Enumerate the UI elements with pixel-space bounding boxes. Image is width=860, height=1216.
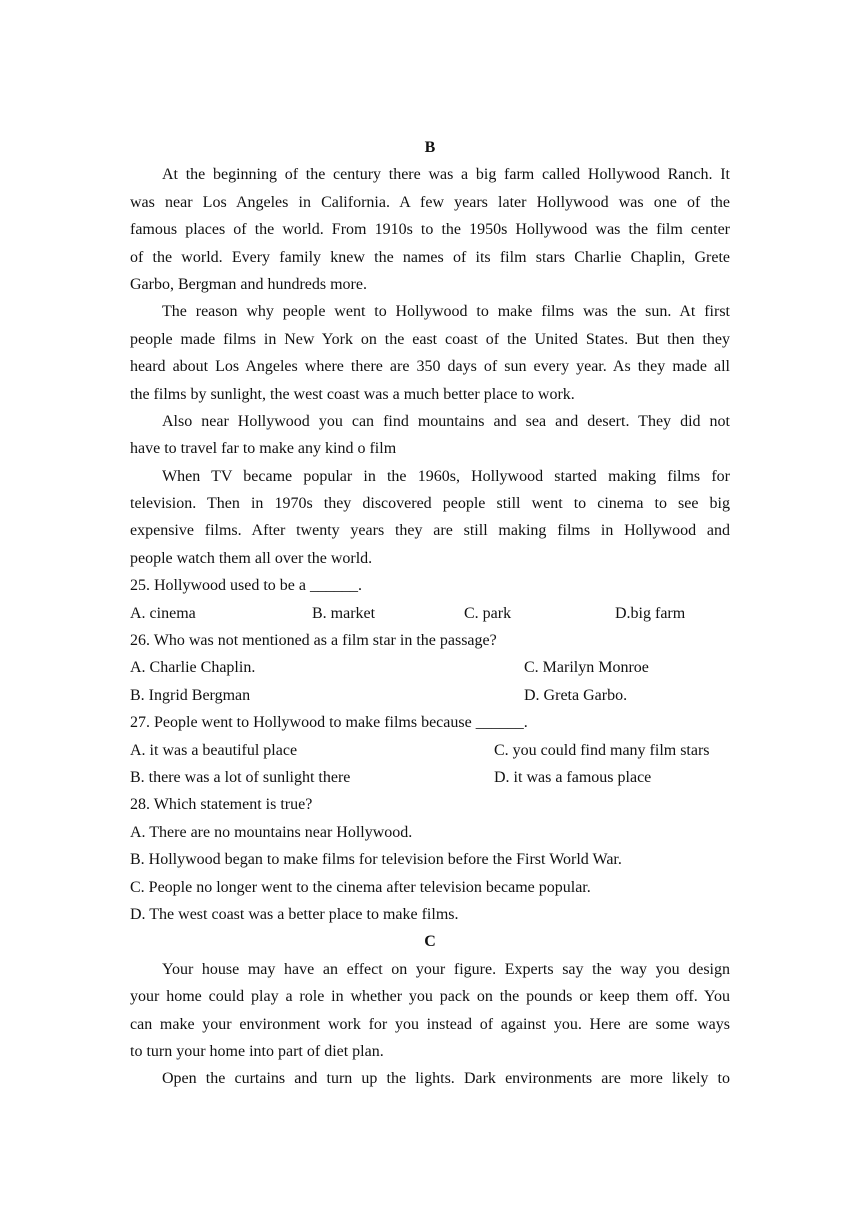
passage-b-line: When TV became popular in the 1960s, Hollywood started making films for [162,467,730,485]
option-c: C. you could find many film stars [494,741,710,759]
passage-b-line: Garbo, Bergman and hundreds more. [130,275,367,293]
question-26-options-row2 [130,682,730,709]
option-b: B. market [312,604,376,622]
question-26-stem: 26. Who was not mentioned as a film star in the passage? [130,632,497,650]
passage-b-line: people made films in New York on the east coast of the United States. But then they [130,330,730,348]
passage-c-line: to turn your home into part of diet plan. [130,1042,384,1060]
option-b: B. there was a lot of sunlight there [130,768,351,786]
question-27-options-row2 [130,764,730,791]
option-a: A. There are no mountains near Hollywood. [130,823,413,841]
passage-b-line: At the beginning of the century there was a big farm called Hollywood Ranch. It [162,166,730,184]
section-c-heading: C [424,933,436,951]
passage-b-line: the films by sunlight, the west coast was a much better place to work. [130,385,575,403]
passage-c-line: can make your environment work for you instead of against you. Here are some ways [130,1015,730,1033]
passage-b-line: people watch them all over the world. [130,549,373,567]
passage-b-line: heard about Los Angeles where there are 350 days of sun every year. As they made all [130,358,730,376]
question-25-options [130,600,730,627]
passage-b-line: have to travel far to make any kind o film [130,440,397,458]
option-b: B. Ingrid Bergman [130,686,251,704]
option-c: C. park [464,604,512,622]
passage-b-line: Also near Hollywood you can find mountains and sea and desert. They did not [162,412,730,430]
document-page [130,134,730,1093]
option-d: D. it was a famous place [494,768,652,786]
option-a: A. it was a beautiful place [130,741,298,759]
option-c: C. Marilyn Monroe [524,659,649,677]
passage-c-line: Your house may have an effect on your figure. Experts say the way you design [162,960,730,978]
passage-b-line: expensive films. After twenty years they are still making films in Hollywood and [130,522,730,540]
question-27-options-row1 [130,737,730,764]
question-26-options-row1 [130,654,730,681]
question-25-stem: 25. Hollywood used to be a ______. [130,577,362,595]
section-b-heading: B [424,139,436,156]
question-27-stem: 27. People went to Hollywood to make films because ______. [130,714,528,732]
option-c: C. People no longer went to the cinema after television became popular. [130,878,591,896]
option-d: D. Greta Garbo. [524,686,628,704]
question-28-stem: 28. Which statement is true? [130,796,313,814]
passage-b-line: famous places of the world. From 1910s to the 1950s Hollywood was the film center [130,221,730,239]
option-d: D. The west coast was a better place to make films. [130,905,459,923]
option-d: D.big farm [615,604,686,622]
passage-c-line: Open the curtains and turn up the lights. Dark environments are more likely to [162,1070,730,1088]
passage-b-line: The reason why people went to Hollywood to make films was the sun. At first [162,303,730,321]
passage-b-line: television. Then in 1970s they discovered people still went to cinema to see big [130,495,730,513]
passage-c-line: your home could play a role in whether you pack on the pounds or keep them off. You [130,988,730,1006]
option-a: A. Charlie Chaplin. [130,659,256,677]
option-a: A. cinema [130,604,196,622]
option-b: B. Hollywood began to make films for television before the First World War. [130,851,622,869]
passage-b-line: was near Los Angeles in California. A few years later Hollywood was one of the [130,193,730,211]
passage-b-line: of the world. Every family knew the names of its film stars Charlie Chaplin, Grete [130,248,730,266]
